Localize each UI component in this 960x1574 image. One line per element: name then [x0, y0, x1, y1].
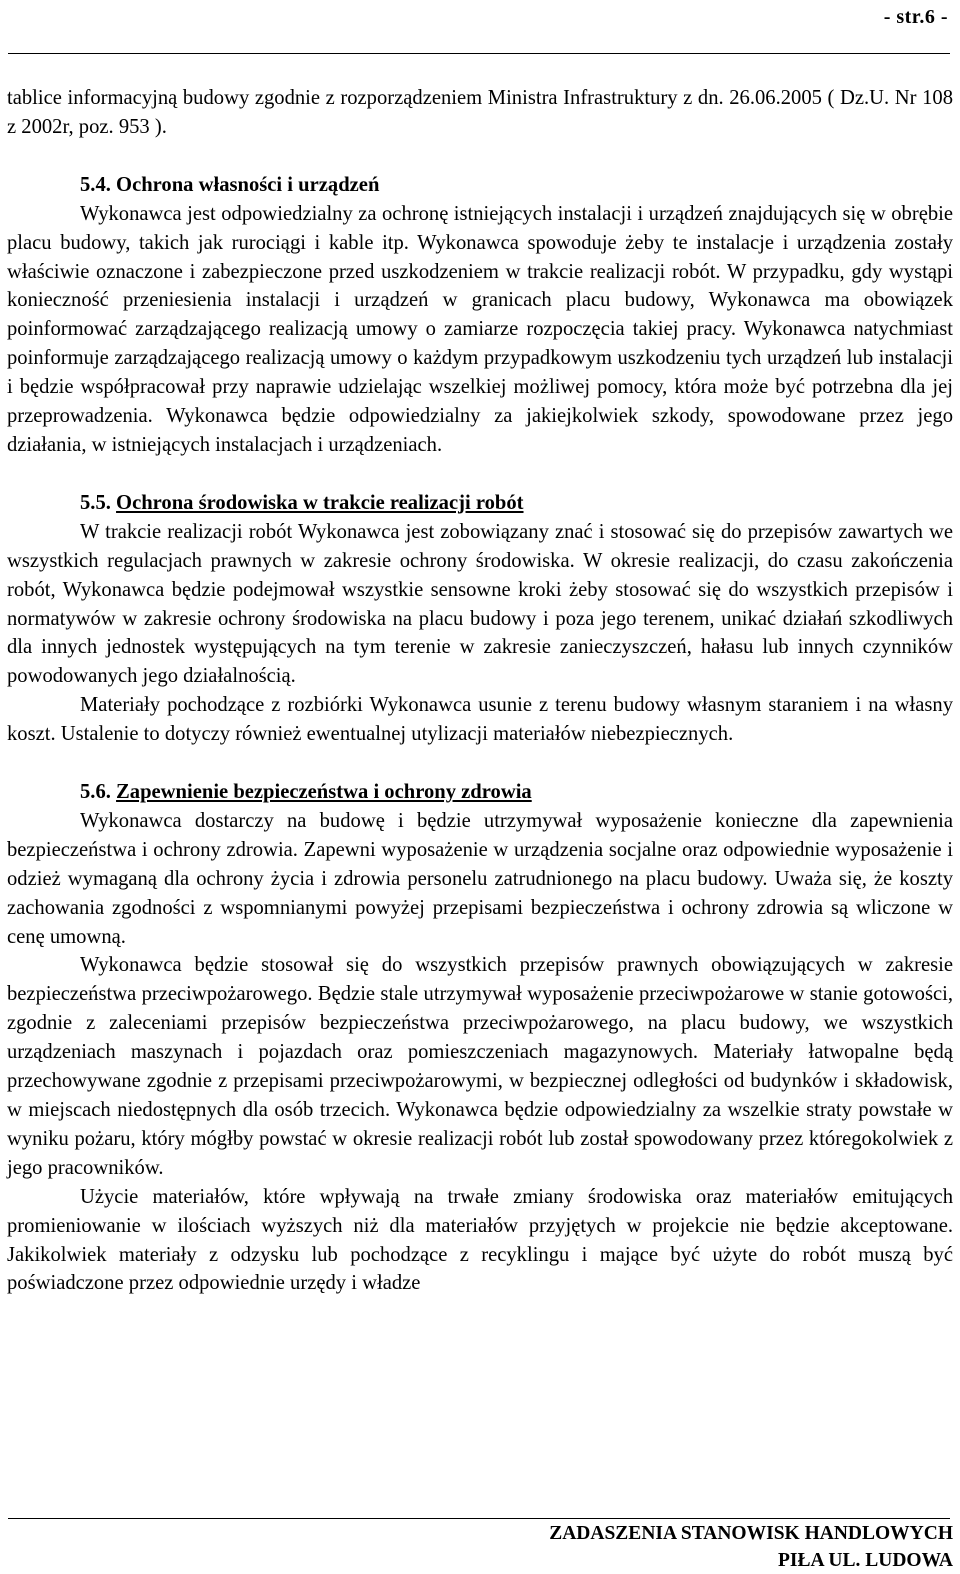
- header-divider: [8, 53, 950, 54]
- section-5-4-paragraph: Wykonawca jest odpowiedzialny za ochronę istniejących instalacji i urządzeń znajdujących się w obrębie placu budowy, takich jak rurociągi i kable itp. Wykonawca spowoduje żeby te instalacje i urządzenia zostały właściwie oznaczone i zabezpieczone przed uszkodzeniem w trakcie realizacji robót. W przypadku, gdy wystąpi konieczność przeniesienia instalacji i urządzeń w granicach placu budowy, Wykonawca ma obowiązek poinformować zarządzającego realizacją umowy o zamiarze rozpoczęcia takiej pracy. Wykonawca natychmiast poinformuje zarządzającego realizacją umowy o każdym przypadkowym uszkodzeniu tych urządzeń lub instalacji i będzie współpracował przy naprawie udzielając wszelkiej możliwej pomocy, która może być potrzebna dla jej przeprowadzenia. Wykonawca będzie odpowiedzialny za jakiejkolwiek szkody, spowodowane przez jego działania, w istniejących instalacjach i urządzeniach.: [7, 202, 953, 456]
- intro-paragraph: tablice informacyjną budowy zgodnie z rozporządzeniem Ministra Infrastruktury z dn. 26.06.2005 ( Dz.U. Nr 108 z 2002r, poz. 953 ).: [7, 87, 953, 138]
- section-title: Ochrona środowiska w trakcie realizacji robót: [116, 491, 524, 514]
- footer-location: PIŁA UL. LUDOWA: [778, 1550, 953, 1571]
- section-title: Ochrona własności i urządzeń: [116, 173, 380, 196]
- section-5-6-paragraph-1: Wykonawca dostarczy na budowę i będzie utrzymywał wyposażenie konieczne dla zapewnienia bezpieczeństwa i ochrony zdrowia. Zapewni wyposażenie w urządzenia socjalne oraz odpowiednie wyposażenie i odzież wymaganą dla ochrony życia i zdrowia personelu zatrudnionego na placu budowy. Uważa się, że koszty zachowania zgodności z wspomnianymi powyżej przepisami bezpieczeństwa i ochrony zdrowia są wliczone w cenę umowną.: [7, 809, 953, 948]
- spacer: [7, 460, 953, 489]
- spacer: [7, 142, 953, 171]
- section-heading-5-6: [7, 778, 953, 807]
- footer-divider: [8, 1518, 950, 1519]
- footer-project-title: ZADASZENIA STANOWISK HANDLOWYCH: [549, 1523, 953, 1544]
- section-number: 5.5.: [80, 491, 111, 514]
- section-heading-5-4: [7, 171, 953, 200]
- section-5-5-paragraph-1: W trakcie realizacji robót Wykonawca jest zobowiązany znać i stosować się do przepisów zawartych we wszystkich regulacjach prawnych w zakresie ochrony środowiska. W okresie realizacji, do czasu zakończenia robót, Wykonawca będzie podejmował wszystkie sensowne kroki żeby stosować się do wszystkich przepisów i normatywów w zakresie ochrony środowiska na placu budowy i poza jego terenem, unikać działań szkodliwych dla innych jednostek występujących na tym terenie w zakresie zanieczyszczeń, hałasu lub innych czynników powodowanych jego działalnością.: [7, 520, 953, 688]
- section-heading-5-5: [7, 489, 953, 518]
- spacer: [7, 749, 953, 778]
- page-number: - str.6 -: [883, 6, 948, 28]
- section-number: 5.6.: [80, 781, 111, 804]
- section-number: 5.4.: [80, 173, 111, 196]
- section-5-5-paragraph-2: Materiały pochodzące z rozbiórki Wykonawca usunie z terenu budowy własnym staraniem i na własny koszt. Ustalenie to dotyczy również ewentualnej utylizacji materiałów niebezpiecznych.: [7, 694, 953, 746]
- document-body: [7, 84, 953, 1298]
- section-5-6-paragraph-3: Użycie materiałów, które wpływają na trwałe zmiany środowiska oraz materiałów emitujących promieniowanie w ilościach wyższych niż dla materiałów przyjętych w projekcie nie będzie akceptowane. Jakikolwiek materiały z odzysku lub pochodzące z recyklingu i mające być użyte do robót muszą być poświadczone przez odpowiednie urzędy i władze: [7, 1185, 953, 1295]
- section-5-6-paragraph-2: Wykonawca będzie stosował się do wszystkich przepisów prawnych obowiązujących w zakresie bezpieczeństwa przeciwpożarowego. Będzie stale utrzymywał wyposażenie przeciwpożarowe w stanie gotowości, zgodnie z zaleceniami przepisów bezpieczeństwa przeciwpożarowego, na placu budowy, we wszystkich urządzeniach maszynach i pojazdach oraz pomieszczeniach magazynowych. Materiały łatwopalne będą przechowywane zgodnie z przepisami przeciwpożarowymi, w bezpiecznej odległości od budynków i składowisk, w miejscach niedostępnych dla osób trzecich. Wykonawca będzie odpowiedzialny za wszelkie straty powstałe w wyniku pożaru, który mógłby powstać w okresie realizacji robót lub został spowodowany przez któregokolwiek z jego pracowników.: [7, 954, 953, 1179]
- page-footer: [549, 1520, 953, 1574]
- section-title: Zapewnienie bezpieczeństwa i ochrony zdrowia: [116, 781, 532, 804]
